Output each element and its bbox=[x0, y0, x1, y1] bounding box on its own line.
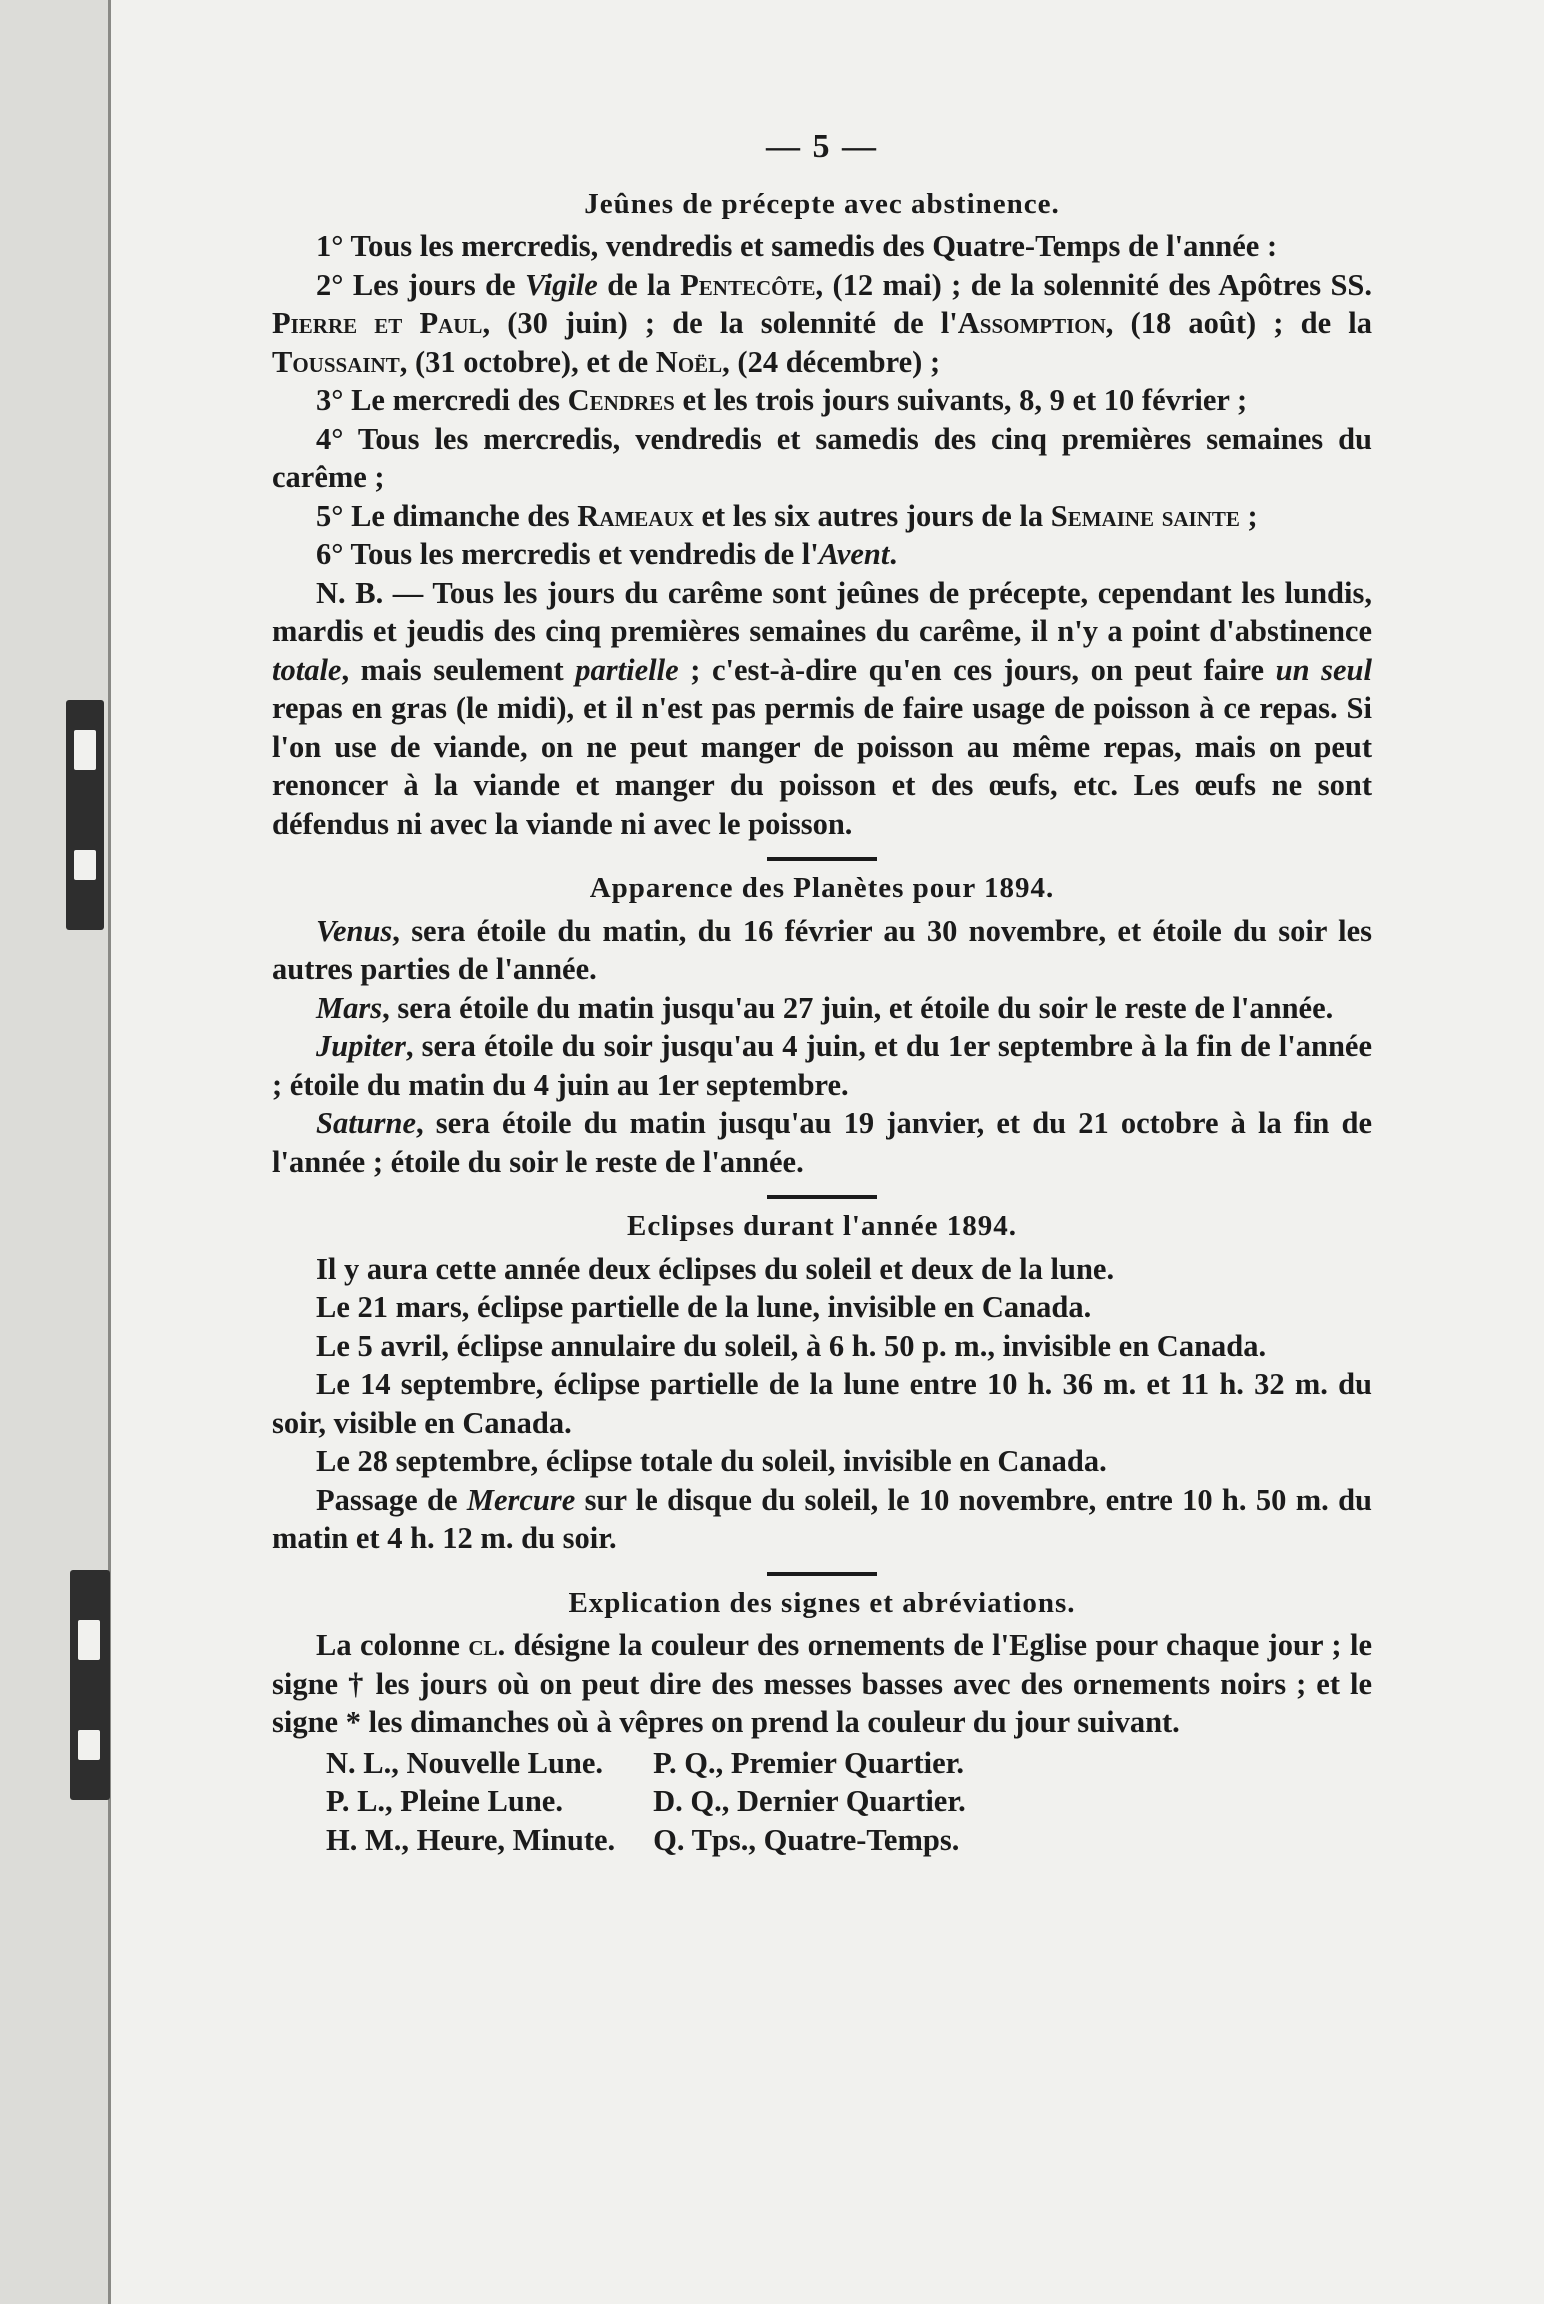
jeunes-item-5: 5° Le dimanche des Rameaux et les six autres jours de la Semaine sainte ; bbox=[316, 498, 1258, 533]
planet-mars: Mars, sera étoile du matin jusqu'au 27 juin, et étoile du soir le reste de l'année. bbox=[316, 990, 1334, 1025]
binding-staple-top bbox=[66, 700, 104, 930]
jeunes-nota-bene: N. B. — Tous les jours du carême sont jeûnes de précepte, cependant les lundis, mardis et jeudis des cinq premières semaines du carême, il n'y a point d'abstinence totale, mais seulement partielle ; c'est-à-dire qu'en ces jours, on peut faire un seul repas en gras (le midi), et il n'est pas permis de faire usage de poisson à ce repas. Si l'on use de viande, on ne peut manger de poisson au même repas, mais on peut renoncer à la viande et manger du poisson et des œufs, etc. Les œufs ne sont défendus ni avec la viande ni avec le poisson. bbox=[272, 575, 1372, 841]
abbreviation-cell: P. L., Pleine Lune. bbox=[326, 1784, 563, 1818]
jeunes-item-2: 2° Les jours de Vigile de la Pentecôte, (12 mai) ; de la solennité des Apôtres SS. Pierre et Paul, (30 juin) ; de la solennité de l'Assomption, (18 août) ; de la Toussaint, (31 octobre), et de Noël, (24 décembre) ; bbox=[272, 267, 1372, 379]
eclipse-paragraph: Il y aura cette année deux éclipses du soleil et deux de la lune. bbox=[316, 1251, 1115, 1286]
section-title-signes: Explication des signes et abréviations. bbox=[568, 1586, 1076, 1619]
section-divider bbox=[767, 1195, 877, 1199]
abbreviation-cell: N. L., Nouvelle Lune. bbox=[326, 1745, 604, 1780]
gutter-shade bbox=[0, 0, 108, 2304]
section-divider bbox=[767, 857, 877, 861]
jeunes-item-6: 6° Tous les mercredis et vendredis de l'Avent. bbox=[316, 537, 897, 571]
jeunes-item-4: 4° Tous les mercredis, vendredis et samedis des cinq premières semaines du carême ; bbox=[272, 421, 1372, 494]
binding-staple-bottom bbox=[70, 1570, 110, 1800]
abbreviation-row bbox=[326, 1744, 1004, 1783]
eclipse-paragraph: Le 5 avril, éclipse annulaire du soleil, à 6 h. 50 p. m., invisible en Canada. bbox=[316, 1328, 1267, 1363]
section-title-planetes: Apparence des Planètes pour 1894. bbox=[589, 872, 1055, 904]
planet-jupiter: Jupiter, sera étoile du soir jusqu'au 4 juin, et du 1er septembre à la fin de l'année ; étoile du matin du 4 juin au 1er septembre. bbox=[272, 1029, 1372, 1102]
abbreviation-cell: Q. Tps., Quatre-Temps. bbox=[653, 1822, 960, 1857]
jeunes-item-1: 1° Tous les mercredis, vendredis et samedis des Quatre-Temps de l'année : bbox=[316, 229, 1278, 263]
eclipse-paragraph: Le 21 mars, éclipse partielle de la lune, invisible en Canada. bbox=[316, 1290, 1092, 1324]
mercury-transit-paragraph: Passage de Mercure sur le disque du soleil, le 10 novembre, entre 10 h. 50 m. du matin et 4 h. 12 m. du soir. bbox=[272, 1482, 1372, 1555]
abbreviation-cell: D. Q., Dernier Quartier. bbox=[653, 1784, 966, 1818]
page-number: — 5 — bbox=[766, 128, 878, 165]
abbreviations-table bbox=[326, 1744, 1004, 1860]
planet-venus: Venus, sera étoile du matin, du 16 février au 30 novembre, et étoile du soir les autres parties de l'année. bbox=[272, 913, 1372, 986]
abbreviation-cell: P. Q., Premier Quartier. bbox=[653, 1745, 965, 1780]
planet-saturne: Saturne, sera étoile du matin jusqu'au 19 janvier, et du 21 octobre à la fin de l'année ; étoile du soir le reste de l'année. bbox=[272, 1106, 1372, 1179]
text-block bbox=[272, 128, 1372, 1859]
jeunes-item-3: 3° Le mercredi des Cendres et les trois jours suivants, 8, 9 et 10 février ; bbox=[316, 383, 1248, 417]
section-title-jeunes: Jeûnes de précepte avec abstinence. bbox=[584, 187, 1060, 220]
gutter-line bbox=[108, 0, 111, 2304]
signes-paragraph: La colonne cl. désigne la couleur des ornements de l'Eglise pour chaque jour ; le signe † les jours où on peut dire des messes basses avec des ornements noirs ; et le signe * les dimanches où à vêpres on prend la couleur du jour suivant. bbox=[272, 1628, 1372, 1739]
abbreviation-row bbox=[326, 1782, 1004, 1821]
eclipse-paragraph: Le 28 septembre, éclipse totale du soleil, invisible en Canada. bbox=[316, 1444, 1107, 1478]
section-title-eclipses: Eclipses durant l'année 1894. bbox=[627, 1210, 1017, 1242]
abbreviation-row bbox=[326, 1821, 1004, 1860]
abbreviation-cell: H. M., Heure, Minute. bbox=[326, 1822, 616, 1857]
section-divider bbox=[767, 1572, 877, 1576]
eclipse-paragraph: Le 14 septembre, éclipse partielle de la lune entre 10 h. 36 m. et 11 h. 32 m. du soir, visible en Canada. bbox=[272, 1367, 1372, 1440]
